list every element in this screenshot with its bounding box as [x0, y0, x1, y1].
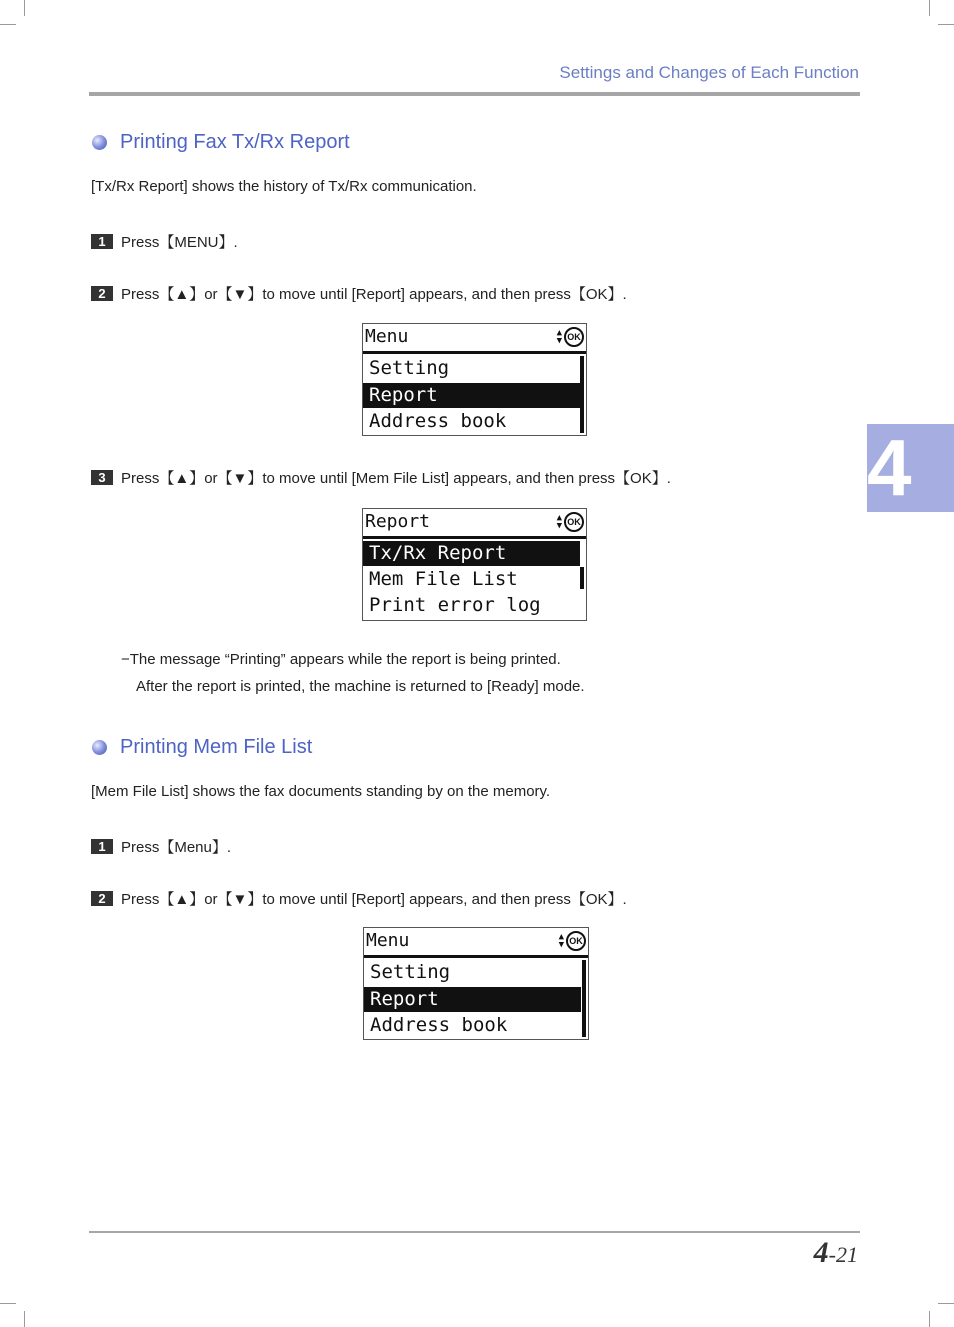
page-number-value: 21 [836, 1242, 858, 1267]
up-down-arrows-icon: ▲ ▼ [558, 932, 564, 950]
lcd-menu-screen [363, 927, 589, 1040]
header-section-title: Settings and Changes of Each Function [559, 63, 859, 82]
chapter-tab: 4 [867, 424, 954, 512]
step-number: 2 [91, 286, 113, 301]
lcd-title: Report [365, 511, 431, 532]
lcd-separator [363, 536, 586, 539]
step-text: Press【▲】or【▼】to move until [Report] appears, and then press【OK】. [121, 286, 627, 303]
lcd-menu-screen [362, 323, 587, 436]
lcd-title: Menu [366, 930, 410, 951]
step-2 [91, 888, 627, 909]
step-number: 1 [91, 839, 113, 854]
lcd-row: Print error log [369, 594, 541, 616]
page-number [814, 1236, 858, 1270]
lcd-scrollbar [580, 567, 584, 589]
step-text: Press【▲】or【▼】to move until [Report] appears, and then press【OK】. [121, 891, 627, 908]
step-1 [91, 836, 231, 857]
lcd-row: Setting [369, 357, 450, 379]
note-line-1: −The message “Printing” appears while the report is being printed. [121, 651, 561, 668]
section-intro: [Mem File List] shows the fax documents standing by on the memory. [91, 783, 551, 800]
section-title-memfile [92, 736, 312, 759]
step-text: Press【MENU】. [121, 234, 238, 251]
crop-mark [0, 24, 16, 25]
section-title-text: Printing Fax Tx/Rx Report [120, 131, 350, 153]
step-number: 1 [91, 234, 113, 249]
lcd-row: Address book [370, 1014, 508, 1036]
note-line-2: After the report is printed, the machine is returned to [Ready] mode. [136, 678, 585, 695]
step-3 [91, 467, 671, 488]
lcd-separator [364, 955, 588, 958]
lcd-row: Mem File List [369, 568, 518, 590]
ok-icon: OK [564, 512, 584, 532]
up-down-arrows-icon: ▲ ▼ [556, 328, 562, 346]
crop-mark [929, 1311, 930, 1327]
lcd-nav [557, 327, 584, 347]
step-2 [91, 283, 627, 304]
lcd-nav [557, 512, 584, 532]
lcd-scrollbar [580, 356, 584, 433]
lcd-row-selected: Report [363, 383, 580, 408]
footer-rule [89, 1231, 860, 1233]
lcd-row: Address book [369, 410, 507, 432]
page-chapter: 4 [813, 1236, 829, 1269]
crop-mark [929, 0, 930, 16]
bullet-icon [92, 740, 107, 755]
crop-mark [24, 0, 25, 16]
crop-mark [938, 24, 954, 25]
crop-mark [938, 1303, 954, 1304]
section-title-txrx [92, 131, 350, 154]
lcd-scrollbar [582, 960, 586, 1037]
section-title-text: Printing Mem File List [120, 736, 313, 758]
lcd-report-screen [362, 508, 587, 621]
lcd-row-selected: Tx/Rx Report [363, 541, 580, 566]
lcd-nav [559, 931, 586, 951]
step-text: Press【▲】or【▼】to move until [Mem File List] appears, and then press【OK】. [121, 470, 671, 487]
crop-mark [0, 1303, 16, 1304]
section-intro: [Tx/Rx Report] shows the history of Tx/Rx communication. [91, 178, 477, 195]
step-number: 3 [91, 470, 113, 485]
lcd-separator [363, 351, 586, 354]
step-text: Press【Menu】. [121, 839, 232, 856]
ok-icon: OK [566, 931, 586, 951]
ok-icon: OK [564, 327, 584, 347]
step-1 [91, 231, 238, 252]
up-down-arrows-icon: ▲ ▼ [556, 513, 562, 531]
step-number: 2 [91, 891, 113, 906]
crop-mark [24, 1311, 25, 1327]
lcd-row: Setting [370, 961, 451, 983]
lcd-title: Menu [365, 326, 409, 347]
bullet-icon [92, 135, 107, 150]
header-rule [89, 92, 860, 96]
lcd-row-selected: Report [364, 987, 581, 1012]
page-sep: - [828, 1242, 836, 1267]
